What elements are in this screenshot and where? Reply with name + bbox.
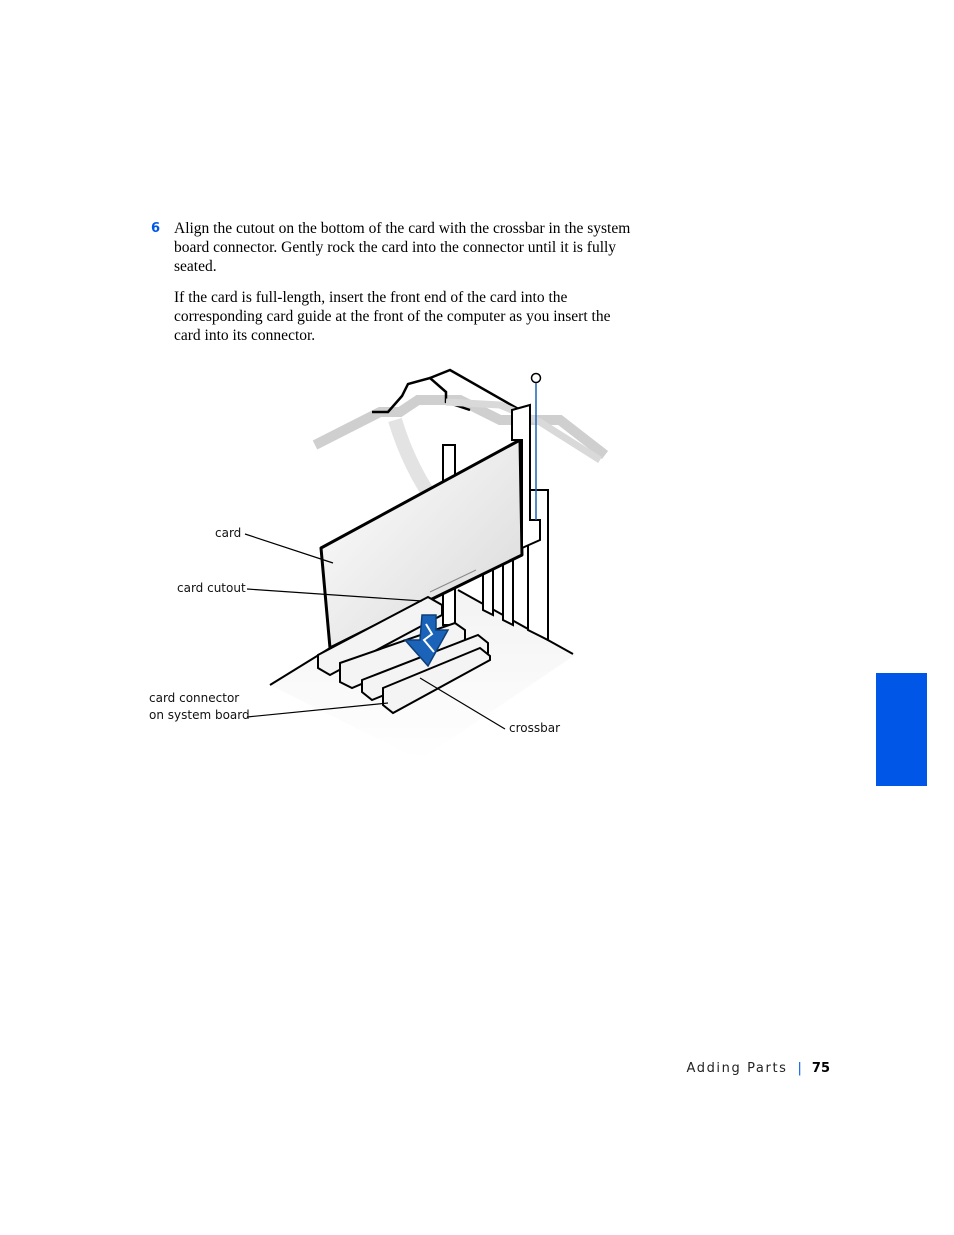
page-number: 75 xyxy=(811,1061,830,1076)
step-number: 6 xyxy=(151,221,161,236)
callout-card-cutout: card cutout xyxy=(177,581,246,595)
callout-card-connector-line2: on system board xyxy=(149,708,250,722)
callout-card: card xyxy=(215,526,242,540)
page-footer xyxy=(640,1061,830,1076)
callout-card-connector-line1: card connector xyxy=(149,691,240,705)
footer-section-title: Adding Parts xyxy=(686,1061,788,1076)
callout-crossbar: crossbar xyxy=(509,721,561,735)
step-paragraph-1: Align the cutout on the bottom of the card with the crossbar in the system board connector. Gently rock the card into the connector until it is fully seated. xyxy=(174,220,631,275)
chapter-tab-marker xyxy=(876,673,927,786)
step-paragraph-2: If the card is full-length, insert the front end of the card into the corresponding card guide at the front of the computer as you insert the card into its connector. xyxy=(174,289,611,344)
footer-separator: | xyxy=(797,1061,802,1076)
